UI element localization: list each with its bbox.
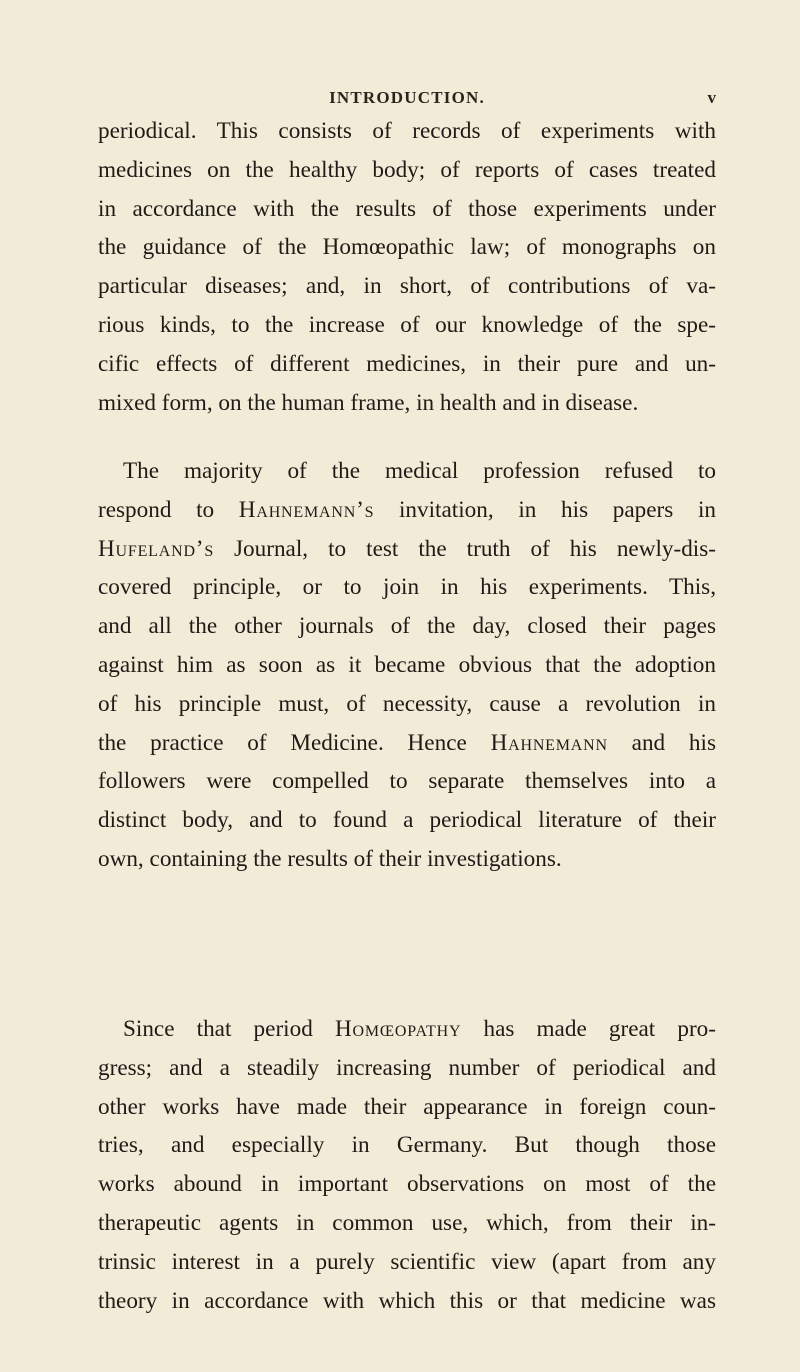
text-segment: Journal, to test the truth of his newly-dis- xyxy=(214,535,716,562)
text-line xyxy=(98,534,716,564)
text-segment: Since that period xyxy=(123,1016,335,1042)
text-segment: trinsic interest in a purely scientific view (apart from any xyxy=(98,1248,716,1275)
text-segment: own, containing the results of their investigations. xyxy=(98,846,562,872)
text-line xyxy=(98,349,716,379)
text-line xyxy=(98,844,716,874)
text-line xyxy=(98,805,716,835)
text-line xyxy=(98,1286,716,1316)
text-segment: respond to xyxy=(98,496,239,523)
text-line xyxy=(98,155,716,185)
text-segment: covered principle, or to join in his experiments. This, xyxy=(98,574,716,601)
text-line xyxy=(98,388,716,418)
page-number: v xyxy=(707,88,716,107)
text-segment: works abound in important observations on most of the xyxy=(98,1171,716,1198)
text-segment: theory in accordance with which this or that medicine was xyxy=(98,1287,716,1314)
text-segment: rious kinds, to the increase of our knowledge of the spe- xyxy=(98,312,716,338)
text-segment: gress; and a steadily increasing number of periodical and xyxy=(98,1054,716,1081)
text-segment: mixed form, on the human frame, in health and in disease. xyxy=(98,389,639,416)
text-segment: against him as soon as it became obvious that the adoption xyxy=(98,652,716,678)
text-line xyxy=(98,1092,716,1122)
text-line xyxy=(98,689,716,719)
text-segment: invitation, in his papers in xyxy=(374,496,716,523)
text-line xyxy=(98,572,716,602)
text-line xyxy=(98,310,716,340)
text-segment: cific effects of different medicines, in their pure and un- xyxy=(98,350,716,377)
text-segment: The majority of the medical profession refused to xyxy=(123,458,716,484)
small-caps-name: Hufeland’s xyxy=(98,535,215,562)
text-line xyxy=(123,456,716,486)
text-segment: and his xyxy=(607,729,716,756)
text-line xyxy=(98,271,716,301)
text-line xyxy=(98,495,716,525)
text-line xyxy=(98,116,716,146)
text-segment: followers were compelled to separate themselves into a xyxy=(98,768,716,795)
text-line xyxy=(98,766,716,796)
text-segment: has made great pro- xyxy=(461,1016,716,1042)
text-segment: medicines on the healthy body; of reports of cases treated xyxy=(98,156,716,183)
text-segment: the practice of Medicine. Hence xyxy=(98,729,491,756)
small-caps-name: Homœopathy xyxy=(334,1016,462,1042)
text-line xyxy=(98,194,716,224)
text-line xyxy=(98,611,716,641)
text-segment: particular diseases; and, in short, of contributions of va- xyxy=(98,273,716,300)
text-segment: distinct body, and to found a periodical literature of their xyxy=(98,807,716,834)
text-segment: in accordance with the results of those experiments under xyxy=(98,195,716,222)
running-head-title: INTRODUCTION. xyxy=(329,88,485,107)
text-segment: of his principle must, of necessity, cause a revolution in xyxy=(98,690,716,717)
text-segment: therapeutic agents in common use, which, from their in- xyxy=(98,1210,716,1236)
text-segment: periodical. This consists of records of experiments with xyxy=(98,118,716,144)
text-line xyxy=(123,1014,716,1044)
text-segment: tries, and especially in Germany. But though those xyxy=(98,1132,716,1159)
text-line xyxy=(98,728,716,758)
text-line xyxy=(98,232,716,262)
text-segment: the guidance of the Homœopathic law; of monographs on xyxy=(98,234,716,261)
text-line xyxy=(98,1208,716,1238)
text-line xyxy=(98,1169,716,1199)
text-line xyxy=(98,1053,716,1083)
small-caps-name: Hahnemann’s xyxy=(238,496,375,523)
text-line xyxy=(98,650,716,680)
small-caps-name: Hahnemann xyxy=(490,729,608,756)
text-segment: other works have made their appearance in foreign coun- xyxy=(98,1093,716,1120)
text-line xyxy=(98,1130,716,1160)
text-segment: and all the other journals of the day, closed their pages xyxy=(98,613,716,640)
running-head xyxy=(98,88,716,112)
text-line xyxy=(98,1247,716,1277)
